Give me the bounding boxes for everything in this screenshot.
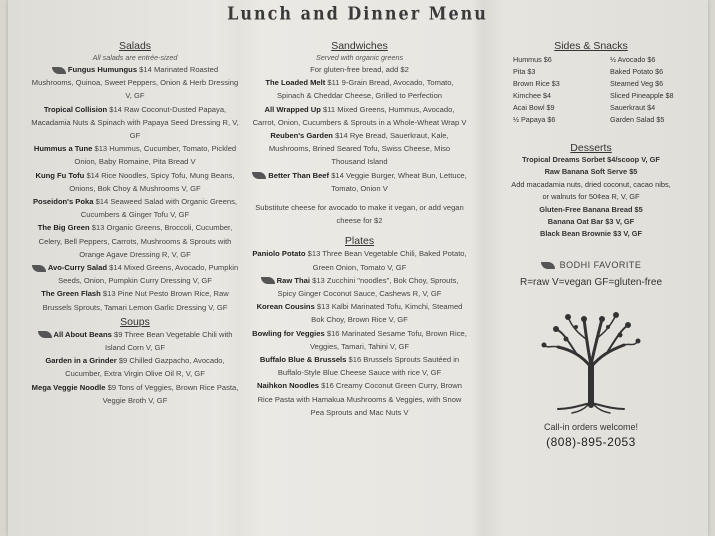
menu-item-description: $13 Pine Nut Pesto Brown Rice, Raw Brussels Sprouts, Tamari Lemon Garlic Dressing V, GF <box>42 289 229 312</box>
soups-heading: Soups <box>120 315 150 328</box>
menu-item <box>30 261 240 287</box>
side-item: Brown Rice $3 <box>513 79 560 88</box>
menu-item <box>30 195 240 221</box>
diet-key: R=raw V=vegan GF=gluten-free <box>519 277 663 289</box>
menu-item-description: $16 Brussels Sprouts Sautéed in Buffalo-Style Blue Cheese Sauce with rice V, GF <box>277 355 460 378</box>
menu-item <box>252 247 467 273</box>
menu-item-description: $9 Chilled Gazpacho, Avocado, Cucumber, Extra Virgin Olive Oil R, V, GF <box>65 356 225 379</box>
salads-heading: Salads <box>118 40 152 52</box>
menu-item <box>30 63 240 103</box>
substitute-note: Substitute cheese for avocado to make it vegan, or add vegan cheese for $2 <box>255 203 464 226</box>
plates-heading: Plates <box>344 235 375 248</box>
leaf-icon <box>261 277 275 284</box>
dessert-item: Banana Oat Bar $3 V, GF <box>547 217 635 227</box>
salads-note: All salads are entrée-sized <box>92 53 178 62</box>
sandwiches-list <box>252 76 467 195</box>
menu-item-description: $9 Three Bean Vegetable Chili with Island Corn V, GF <box>104 329 233 353</box>
menu-item <box>30 221 240 261</box>
menu-item-name: Korean Cousins <box>256 302 315 312</box>
menu-item <box>252 327 467 353</box>
menu-item-description: $13 Hummus, Cucumber, Tomato, Pickled Onion, Baby Romaine, Pita Bread V <box>74 144 237 167</box>
leaf-icon <box>38 331 52 338</box>
menu-item-name: Avo-Curry Salad <box>47 263 108 273</box>
menu-item-description: $13 Organic Greens, Broccoli, Cucumber, Celery, Bell Peppers, Carrots, Mushrooms & Sprouts with Orange Agave Dressing R, V, GF <box>38 223 233 259</box>
side-item: Kimchee $4 <box>513 91 551 100</box>
menu-item-name: Mega Veggie Noodle <box>31 382 106 392</box>
bodhi-favorite-legend <box>497 259 685 272</box>
menu-item-description: $16 Marinated Sesame Tofu, Brown Rice, Veggies, Tamari, Tahini V, GF <box>309 328 467 351</box>
menu-item <box>252 103 467 129</box>
sides-heading: Sides & Snacks <box>554 40 628 52</box>
menu-item-name: Poseidon's Poka <box>32 197 94 207</box>
leaf-icon <box>32 265 46 272</box>
menu-item-description: $13 Three Bean Vegetable Chili, Baked Potato, Green Onion, Tomato V, GF <box>307 249 467 272</box>
leaf-icon <box>252 172 266 179</box>
menu-item-name: Fungus Humungus <box>67 65 138 74</box>
dessert-item: Gluten-Free Banana Bread $5 <box>539 204 643 214</box>
column-middle <box>252 38 467 419</box>
dessert-item: Black Bean Brownie $3 V, GF <box>539 229 642 239</box>
menu-item <box>252 379 467 419</box>
dessert-item: Add macadamia nuts, dried coconut, cacao nibs, <box>511 179 671 189</box>
menu-item-name: Better Than Beef <box>268 170 330 180</box>
menu-item-description: $14 Marinated Roasted Mushrooms, Quinoa, Sweet Peppers, Onion & Herb Dressing V, GF <box>31 65 239 101</box>
menu-item <box>30 354 240 380</box>
menu-item-name: The Big Green <box>37 223 90 233</box>
menu-item-name: Reuben's Garden <box>270 131 333 141</box>
salads-list <box>30 63 240 314</box>
menu-item-description: $14 Seaweed Salad with Organic Greens, Cucumbers & Ginger Tofu V, GF <box>80 197 237 220</box>
menu-item-name: The Green Flash <box>41 289 101 299</box>
menu-item <box>30 169 240 195</box>
menu-item <box>30 142 240 168</box>
side-item: Steamed Veg $6 <box>610 79 664 88</box>
menu-item-name: Kung Fu Tofu <box>35 170 85 180</box>
menu-item-description: $16 Creamy Coconut Green Curry, Brown Rice Pasta with Hamakua Mushrooms & Veggies, with Snow Pea Sprouts and Mac Nuts V <box>257 381 462 417</box>
menu-item-name: Raw Thai <box>276 275 310 285</box>
phone-number: (808)-895-2053 <box>546 435 636 450</box>
side-item: Pita $3 <box>513 67 536 76</box>
sides-grid <box>497 54 685 126</box>
column-left <box>30 38 240 407</box>
menu-item-description: $14 Mixed Greens, Avocado, Pumpkin Seeds, Onion, Pumpkin Curry Dressing V, GF <box>58 263 239 286</box>
menu-item-name: Tropical Collision <box>43 104 108 114</box>
side-item: Sliced Pineapple $8 <box>610 91 674 100</box>
menu-item <box>252 353 467 379</box>
menu-item-description: $14 Rye Bread, Sauerkraut, Kale, Mushrooms, Brined Seared Tofu, Swiss Cheese, Miso Thousand Island <box>268 131 451 167</box>
menu-item-name: The Loaded Melt <box>265 78 326 88</box>
column-right <box>497 38 685 450</box>
side-item: ½ Avocado $6 <box>610 55 656 64</box>
menu-item <box>30 287 240 313</box>
call-in-text: Call-in orders welcome! <box>543 422 639 433</box>
menu-item <box>30 381 240 407</box>
menu-item-description: $14 Veggie Burger, Wheat Bun, Lettuce, Tomato, Onion V <box>331 170 467 193</box>
menu-item <box>252 300 467 326</box>
menu-item-name: Buffalo Blue & Brussels <box>259 355 347 365</box>
menu-item-description: $11 Mixed Greens, Hummus, Avocado, Carrot, Onion, Cucumbers & Sprouts in a Whole-Wheat Wrap V <box>252 104 467 127</box>
menu-item-name: Bowling for Veggies <box>252 328 325 338</box>
menu-item-description: $14 Rice Noodles, Spicy Tofu, Mung Beans, Onions, Bok Choy & Mushrooms V, GF <box>69 170 235 193</box>
leaf-icon <box>52 67 66 74</box>
menu-item <box>252 129 467 169</box>
menu-item-description: $9 Tons of Veggies, Brown Rice Pasta, Veggie Broth V, GF <box>102 382 239 405</box>
menu-item-name: Naihkon Noodles <box>257 381 320 391</box>
menu-item-name: Garden in a Grinder <box>45 356 117 366</box>
side-item: Baked Potato $6 <box>610 67 664 76</box>
bodhi-favorite-label: BODHI FAVORITE <box>559 259 642 270</box>
menu-item-name: All Wrapped Up <box>264 104 321 114</box>
menu-item-description: $14 Raw Coconut-Dusted Papaya, Macadamia Nuts & Spinach with Papaya Seed Dressing R, V, GF <box>31 104 239 141</box>
sandwiches-gf-note: For gluten-free bread, add $2 <box>310 65 409 74</box>
side-item: Garden Salad $5 <box>610 115 665 124</box>
sandwiches-heading: Sandwiches <box>331 40 388 52</box>
dessert-item: Raw Banana Soft Serve $5 <box>544 167 638 177</box>
menu-item-description: $13 Zucchini "noodles", Bok Choy, Sprouts, Spicy Ginger Coconut Sauce, Cashews R, V, GF <box>277 275 459 299</box>
side-item: Sauerkraut $4 <box>610 103 656 112</box>
menu-title: Lunch and Dinner Menu <box>227 3 488 24</box>
dessert-item: Tropical Dreams Sorbet $4/scoop V, GF <box>522 155 660 164</box>
menu-item-description: $11 9-Grain Bread, Avocado, Tomato, Spinach & Cheddar Cheese, Grilled to Perfection <box>276 78 454 101</box>
menu-item <box>252 169 467 195</box>
side-item: Acai Bowl $9 <box>513 103 555 112</box>
menu-item <box>252 76 467 102</box>
dessert-item: or walnuts for 50¢ea R, V, GF <box>542 192 640 202</box>
menu-item-name: All About Beans <box>53 329 112 339</box>
side-item: ½ Papaya $6 <box>513 115 556 124</box>
menu-item-name: Hummus a Tune <box>33 144 93 154</box>
side-item: Hummus $6 <box>513 55 552 64</box>
menu-item <box>252 274 467 300</box>
sandwiches-note: Served with organic greens <box>315 53 404 62</box>
leaf-icon <box>541 262 555 269</box>
menu-item-description: $13 Kalbi Marinated Tofu, Kimchi, Steamed Bok Choy, Brown Rice V, GF <box>311 302 463 325</box>
menu-item <box>30 328 240 354</box>
plates-list <box>252 247 467 419</box>
desserts-heading: Desserts <box>570 142 612 154</box>
soups-list <box>30 328 240 407</box>
menu-item-name: Paniolo Potato <box>252 249 306 259</box>
tree-logo-icon <box>536 305 646 415</box>
menu-item <box>30 103 240 143</box>
